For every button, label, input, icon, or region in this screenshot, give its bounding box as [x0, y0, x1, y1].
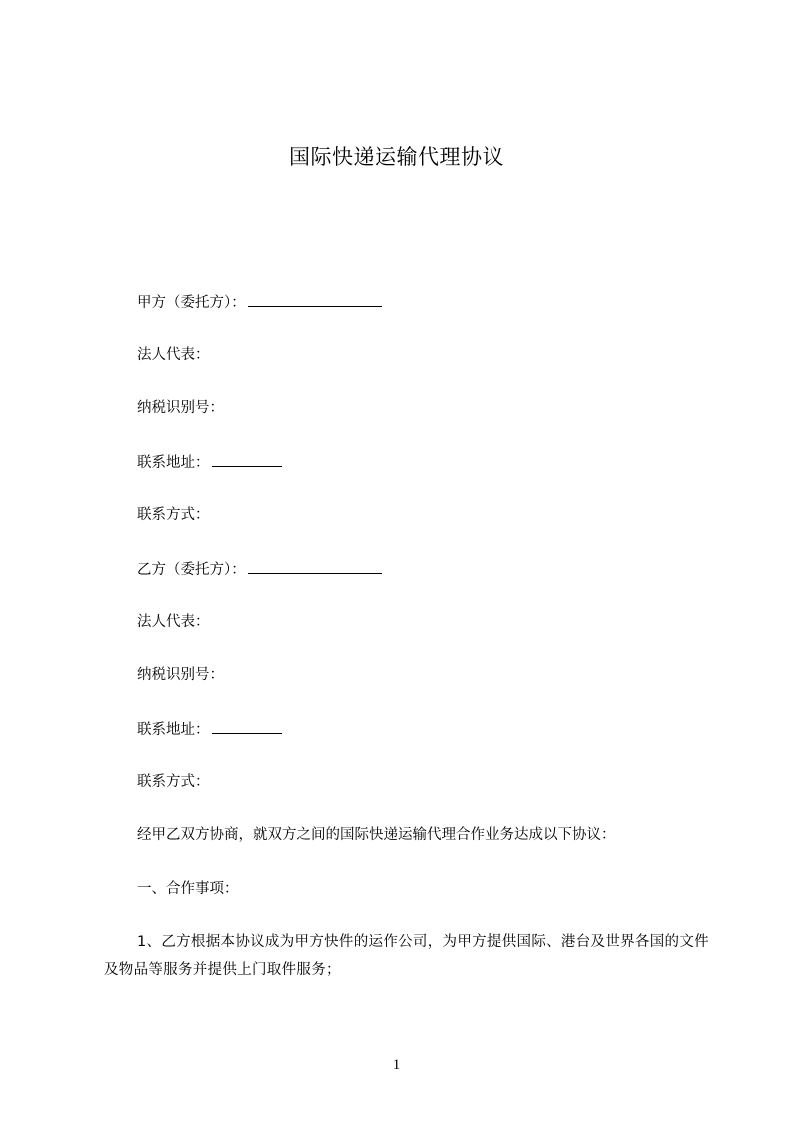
party-b-blank — [248, 559, 382, 574]
party-b-address-line — [137, 719, 282, 740]
preamble: 经甲乙双方协商，就双方之间的国际快递运输代理合作业务达成以下协议： — [137, 827, 616, 843]
party-b-line — [137, 559, 382, 580]
party-a-label: 甲方（委托方）： — [137, 295, 246, 311]
section-1-heading: 一、合作事项： — [137, 881, 239, 897]
party-b-address-blank — [212, 719, 282, 734]
party-b-legal-rep: 法人代表： — [137, 614, 210, 630]
document-title: 国际快递运输代理协议 — [289, 145, 504, 169]
party-b-address-label: 联系地址： — [137, 722, 210, 738]
clause-1: 1、乙方根据本协议成为甲方快件的运作公司，为甲方提供国际、港台及世界各国的文件及物品等服务并提供上门取件服务； — [104, 934, 709, 978]
party-a-tax-id: 纳税识别号： — [137, 400, 224, 416]
party-b-label: 乙方（委托方）： — [137, 562, 246, 578]
page-number: 1 — [392, 1057, 401, 1073]
party-a-address-blank — [212, 452, 282, 467]
party-b-contact: 联系方式： — [137, 774, 210, 790]
party-a-address-line — [137, 452, 282, 473]
party-a-legal-rep: 法人代表： — [137, 347, 210, 363]
party-a-contact: 联系方式： — [137, 507, 210, 523]
party-b-tax-id: 纳税识别号： — [137, 667, 224, 683]
party-a-line — [137, 292, 382, 313]
party-a-address-label: 联系地址： — [137, 455, 210, 471]
party-a-blank — [248, 292, 382, 307]
